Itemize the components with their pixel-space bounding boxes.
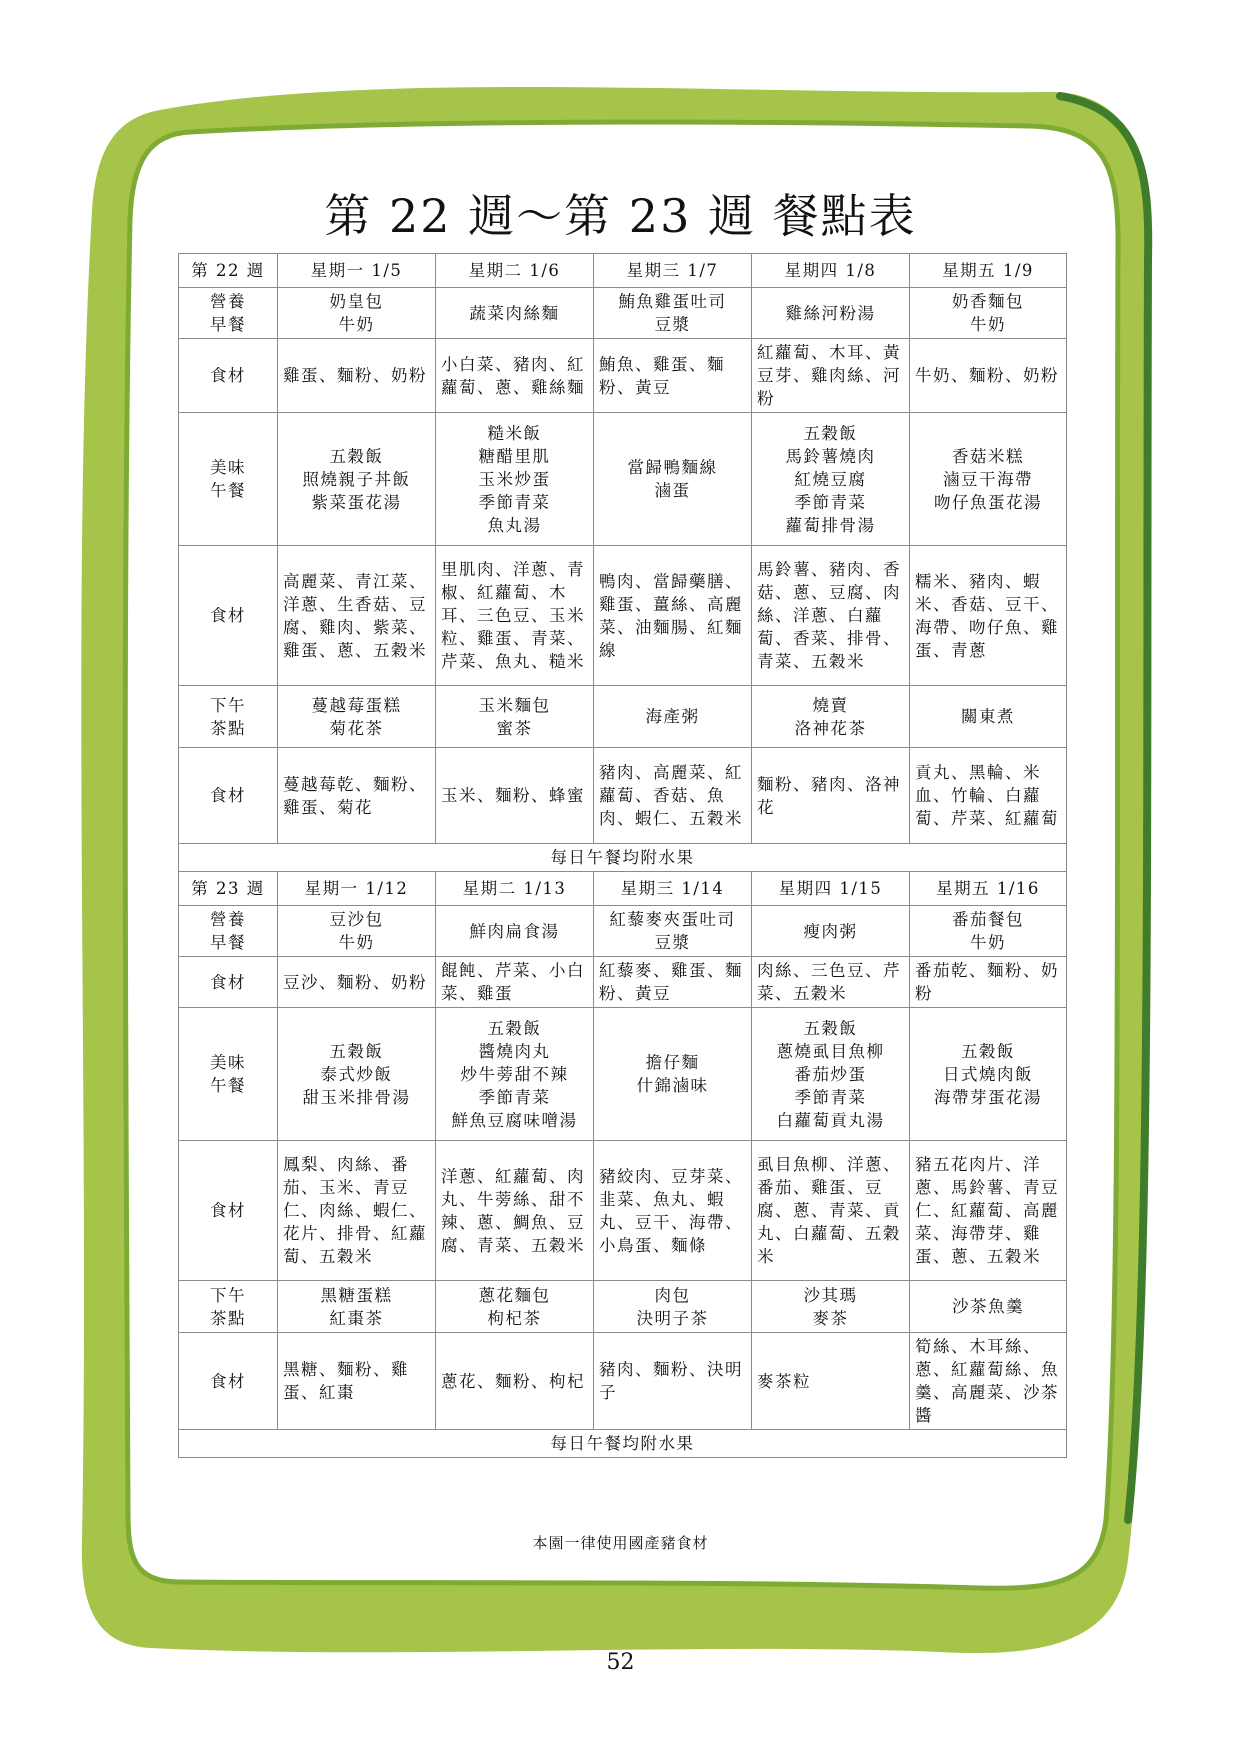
row-label: 食材: [179, 957, 278, 1008]
ingredients-cell: 牛奶、麵粉、奶粉: [910, 339, 1067, 413]
meal-cell: 擔仔麵 什錦滷味: [594, 1008, 752, 1141]
meal-cell: 豆沙包 牛奶: [278, 906, 436, 957]
meal-cell: 燒賣 洛神花茶: [752, 686, 910, 748]
menu-row: [179, 1281, 1067, 1333]
meal-cell: 黑糖蛋糕 紅棗茶: [278, 1281, 436, 1333]
ingredients-cell: 豬絞肉、豆芽菜、韭菜、魚丸、蝦丸、豆干、海帶、小鳥蛋、麵條: [594, 1141, 752, 1281]
day-header: 星期五 1/16: [910, 872, 1067, 906]
row-label: 營養 早餐: [179, 288, 278, 339]
meal-cell: 奶皇包 牛奶: [278, 288, 436, 339]
ingredients-cell: 蔥花、麵粉、枸杞: [436, 1333, 594, 1430]
ingredients-cell: 紅藜麥、雞蛋、麵粉、黃豆: [594, 957, 752, 1008]
meal-cell: 五穀飯 日式燒肉飯 海帶芽蛋花湯: [910, 1008, 1067, 1141]
menu-row: [179, 288, 1067, 339]
ingredients-cell: 虱目魚柳、洋蔥、番茄、雞蛋、豆腐、蔥、青菜、貢丸、白蘿蔔、五穀米: [752, 1141, 910, 1281]
meal-cell: 海產粥: [594, 686, 752, 748]
day-header: 星期二 1/13: [436, 872, 594, 906]
day-header: 星期四 1/15: [752, 872, 910, 906]
ingredients-cell: 豆沙、麵粉、奶粉: [278, 957, 436, 1008]
week-label: 第 22 週: [179, 254, 278, 288]
menu-row: [179, 906, 1067, 957]
meal-cell: 蔓越莓蛋糕 菊花茶: [278, 686, 436, 748]
meal-cell: 香菇米糕 滷豆干海帶 吻仔魚蛋花湯: [910, 413, 1067, 546]
meal-cell: 番茄餐包 牛奶: [910, 906, 1067, 957]
ingredients-cell: 紅蘿蔔、木耳、黃豆芽、雞肉絲、河粉: [752, 339, 910, 413]
fruit-note: 每日午餐均附水果: [179, 1430, 1067, 1458]
row-label: 美味 午餐: [179, 413, 278, 546]
day-header: 星期三 1/14: [594, 872, 752, 906]
ingredients-cell: 筍絲、木耳絲、蔥、紅蘿蔔絲、魚羹、高麗菜、沙茶醬: [910, 1333, 1067, 1430]
row-label: 食材: [179, 1141, 278, 1281]
menu-row: [179, 546, 1067, 686]
ingredients-cell: 鳳梨、肉絲、番茄、玉米、青豆仁、肉絲、蝦仁、花片、排骨、紅蘿蔔、五穀米: [278, 1141, 436, 1281]
meal-cell: 奶香麵包 牛奶: [910, 288, 1067, 339]
fruit-note: 每日午餐均附水果: [179, 844, 1067, 872]
menu-table: [178, 253, 1067, 1458]
page-number: 52: [606, 1650, 635, 1675]
meal-cell: 肉包 決明子茶: [594, 1281, 752, 1333]
row-label: 食材: [179, 1333, 278, 1430]
meal-cell: 雞絲河粉湯: [752, 288, 910, 339]
week-label: 第 23 週: [179, 872, 278, 906]
menu-row: [179, 686, 1067, 748]
ingredients-cell: 鴨肉、當歸藥膳、雞蛋、薑絲、高麗菜、油麵腸、紅麵線: [594, 546, 752, 686]
menu-row: [179, 1141, 1067, 1281]
day-header: 星期三 1/7: [594, 254, 752, 288]
menu-row: [179, 1333, 1067, 1430]
footer-note: 本園一律使用國產豬食材: [532, 1534, 709, 1552]
ingredients-cell: 肉絲、三色豆、芹菜、五穀米: [752, 957, 910, 1008]
page-title: 第 22 週～第 23 週 餐點表: [324, 189, 917, 243]
meal-cell: 關東煮: [910, 686, 1067, 748]
ingredients-cell: 小白菜、豬肉、紅蘿蔔、蔥、雞絲麵: [436, 339, 594, 413]
row-label: 下午 茶點: [179, 1281, 278, 1333]
menu-row: [179, 1008, 1067, 1141]
fruit-note-row: [179, 844, 1067, 872]
meal-cell: 鮮肉扁食湯: [436, 906, 594, 957]
day-header: 星期五 1/9: [910, 254, 1067, 288]
meal-cell: 五穀飯 照燒親子丼飯 紫菜蛋花湯: [278, 413, 436, 546]
menu-row: [179, 957, 1067, 1008]
ingredients-cell: 里肌肉、洋蔥、青椒、紅蘿蔔、木耳、三色豆、玉米粒、雞蛋、青菜、芹菜、魚丸、糙米: [436, 546, 594, 686]
meal-cell: 蔥花麵包 枸杞茶: [436, 1281, 594, 1333]
row-label: 食材: [179, 339, 278, 413]
meal-cell: 五穀飯 泰式炒飯 甜玉米排骨湯: [278, 1008, 436, 1141]
ingredients-cell: 麥茶粒: [752, 1333, 910, 1430]
ingredients-cell: 雞蛋、麵粉、奶粉: [278, 339, 436, 413]
meal-cell: 瘦肉粥: [752, 906, 910, 957]
day-header: 星期一 1/5: [278, 254, 436, 288]
meal-cell: 玉米麵包 蜜茶: [436, 686, 594, 748]
ingredients-cell: 洋蔥、紅蘿蔔、肉丸、牛蒡絲、甜不辣、蔥、鯛魚、豆腐、青菜、五穀米: [436, 1141, 594, 1281]
day-header: 星期二 1/6: [436, 254, 594, 288]
fruit-note-row: [179, 1430, 1067, 1458]
row-label: 營養 早餐: [179, 906, 278, 957]
row-label: 食材: [179, 748, 278, 844]
menu-row: [179, 748, 1067, 844]
ingredients-cell: 豬肉、高麗菜、紅蘿蔔、香菇、魚肉、蝦仁、五穀米: [594, 748, 752, 844]
meal-cell: 鮪魚雞蛋吐司 豆漿: [594, 288, 752, 339]
ingredients-cell: 豬五花肉片、洋蔥、馬鈴薯、青豆仁、紅蘿蔔、高麗菜、海帶芽、雞蛋、蔥、五穀米: [910, 1141, 1067, 1281]
menu-row: [179, 339, 1067, 413]
row-label: 食材: [179, 546, 278, 686]
ingredients-cell: 豬肉、麵粉、決明子: [594, 1333, 752, 1430]
menu-row: [179, 413, 1067, 546]
meal-cell: 沙茶魚羹: [910, 1281, 1067, 1333]
ingredients-cell: 玉米、麵粉、蜂蜜: [436, 748, 594, 844]
meal-cell: 蔬菜肉絲麵: [436, 288, 594, 339]
ingredients-cell: 高麗菜、青江菜、洋蔥、生香菇、豆腐、雞肉、紫菜、雞蛋、蔥、五穀米: [278, 546, 436, 686]
meal-cell: 當歸鴨麵線 滷蛋: [594, 413, 752, 546]
meal-cell: 糙米飯 糖醋里肌 玉米炒蛋 季節青菜 魚丸湯: [436, 413, 594, 546]
meal-cell: 五穀飯 馬鈴薯燒肉 紅燒豆腐 季節青菜 蘿蔔排骨湯: [752, 413, 910, 546]
ingredients-cell: 麵粉、豬肉、洛神花: [752, 748, 910, 844]
ingredients-cell: 鮪魚、雞蛋、麵粉、黃豆: [594, 339, 752, 413]
ingredients-cell: 貢丸、黑輪、米血、竹輪、白蘿蔔、芹菜、紅蘿蔔: [910, 748, 1067, 844]
day-header: 星期四 1/8: [752, 254, 910, 288]
ingredients-cell: 餛飩、芹菜、小白菜、雞蛋: [436, 957, 594, 1008]
week-header-row: [179, 872, 1067, 906]
week-header-row: [179, 254, 1067, 288]
ingredients-cell: 黑糖、麵粉、雞蛋、紅棗: [278, 1333, 436, 1430]
ingredients-cell: 蔓越莓乾、麵粉、雞蛋、菊花: [278, 748, 436, 844]
ingredients-cell: 番茄乾、麵粉、奶粉: [910, 957, 1067, 1008]
row-label: 下午 茶點: [179, 686, 278, 748]
meal-cell: 五穀飯 蔥燒虱目魚柳 番茄炒蛋 季節青菜 白蘿蔔貢丸湯: [752, 1008, 910, 1141]
ingredients-cell: 馬鈴薯、豬肉、香菇、蔥、豆腐、肉絲、洋蔥、白蘿蔔、香菜、排骨、青菜、五穀米: [752, 546, 910, 686]
row-label: 美味 午餐: [179, 1008, 278, 1141]
day-header: 星期一 1/12: [278, 872, 436, 906]
meal-cell: 五穀飯 醬燒肉丸 炒牛蒡甜不辣 季節青菜 鮮魚豆腐味噌湯: [436, 1008, 594, 1141]
meal-cell: 紅藜麥夾蛋吐司 豆漿: [594, 906, 752, 957]
meal-cell: 沙其瑪 麥茶: [752, 1281, 910, 1333]
ingredients-cell: 糯米、豬肉、蝦米、香菇、豆干、海帶、吻仔魚、雞蛋、青蔥: [910, 546, 1067, 686]
